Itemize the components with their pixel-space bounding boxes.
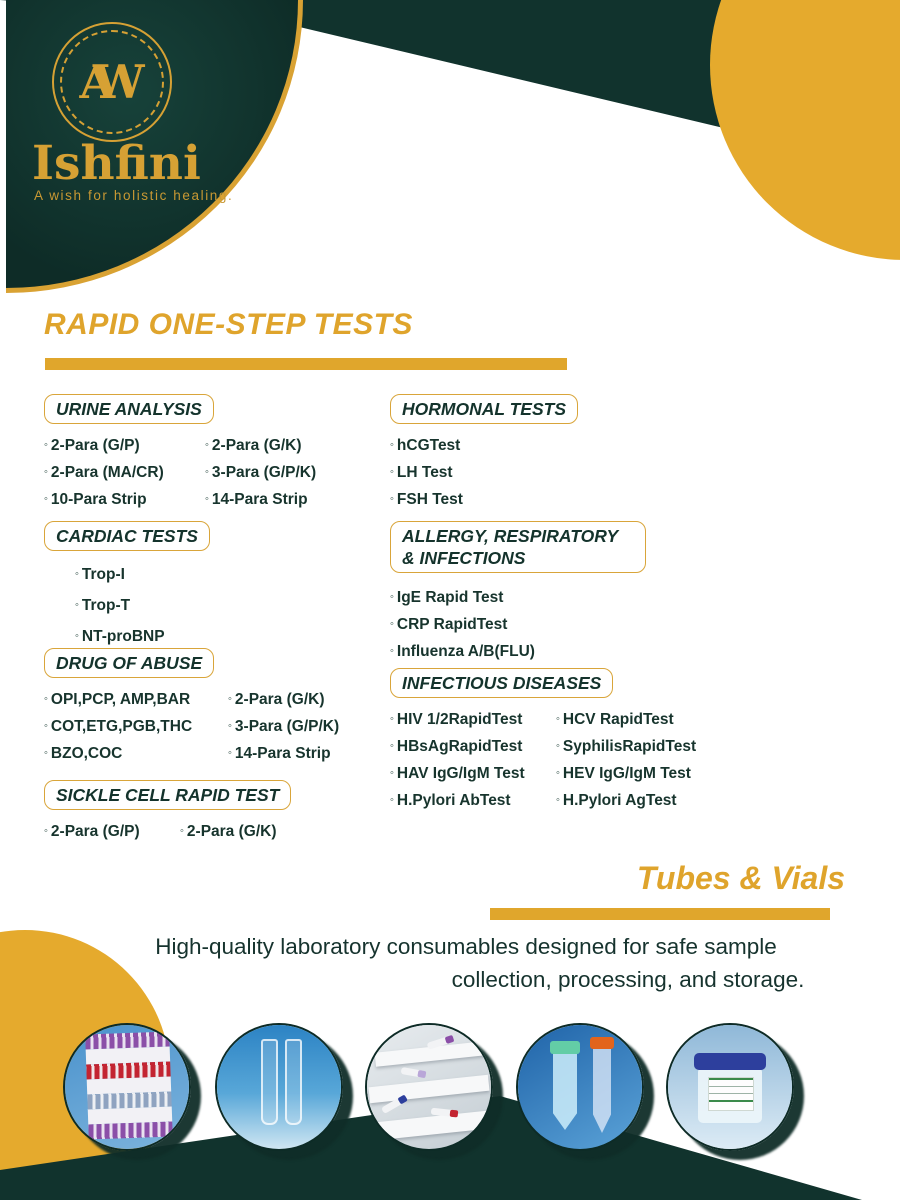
bullet-icon: ◦ [205, 439, 209, 451]
section-items [75, 560, 210, 653]
photo-centrifuge-tubes-image [518, 1025, 642, 1149]
photo-centrifuge-tubes [516, 1023, 644, 1151]
test-item-label: 14-Para Strip [211, 491, 308, 508]
section-header [44, 780, 291, 810]
section-title: INFECTIOUS DISEASES [402, 673, 602, 693]
brand-tagline: A wish for holistic healing. [34, 188, 234, 203]
test-item-label: OPI,PCP, AMP,BAR [50, 691, 191, 708]
page-title: RAPID ONE-STEP TESTS [44, 308, 413, 341]
bullet-icon: ◦ [228, 747, 232, 759]
photo-specimen-container-image [668, 1025, 792, 1149]
bullet-icon: ◦ [228, 693, 232, 705]
test-item-label: BZO,COC [50, 745, 123, 762]
test-item-label: COT,ETG,PGB,THC [50, 718, 193, 735]
test-item [75, 591, 165, 622]
test-item-label: IgE Rapid Test [396, 589, 504, 606]
tube-rack-graphic [85, 1032, 173, 1143]
bullet-icon: ◦ [44, 439, 48, 451]
photo-tubes-on-shelf-image [367, 1025, 491, 1149]
test-item-label: hCGTest [396, 437, 461, 454]
bullet-icon: ◦ [44, 466, 48, 478]
section-items [390, 585, 646, 666]
tubes-vials-title: Tubes & Vials [636, 860, 845, 896]
bullet-icon: ◦ [205, 493, 209, 505]
bullet-icon: ◦ [44, 825, 48, 837]
bullet-icon: ◦ [180, 825, 184, 837]
section-title: CARDIAC TESTS [56, 526, 198, 546]
item-column [180, 819, 277, 846]
brand-name: Ishfini [32, 136, 201, 191]
item-column [390, 585, 535, 666]
test-item [390, 734, 556, 761]
photo-tube-rack [63, 1023, 191, 1151]
section-hormonal-tests [390, 394, 578, 514]
brand-emblem-icon [52, 22, 172, 142]
test-item [205, 487, 316, 514]
test-item-label: HEV IgG/IgM Test [562, 765, 691, 782]
section-drug-of-abuse [44, 648, 339, 768]
test-item-label: CRP RapidTest [396, 616, 508, 633]
test-item [556, 707, 696, 734]
section-infectious-diseases [390, 668, 696, 815]
test-item [44, 687, 228, 714]
photo-tube-rack-image [65, 1025, 189, 1149]
bullet-icon: ◦ [44, 693, 48, 705]
section-header [390, 521, 646, 573]
test-item-label: HBsAgRapidTest [396, 738, 523, 755]
section-urine-analysis [44, 394, 316, 514]
photo-glass-test-tubes [215, 1023, 343, 1151]
section-header [390, 394, 578, 424]
test-item-label: 3-Para (G/P/K) [234, 718, 340, 735]
brand-monogram: AW [79, 55, 125, 109]
test-item-label: HCV RapidTest [562, 711, 674, 728]
tubes-vials-description-line2: collection, processing, and storage. [451, 967, 805, 992]
test-item-label: 10-Para Strip [50, 491, 147, 508]
bullet-icon: ◦ [75, 568, 79, 580]
item-column [205, 433, 316, 514]
test-item-label: 2-Para (G/K) [234, 691, 325, 708]
item-column [228, 687, 339, 768]
section-cardiac-tests [44, 521, 210, 653]
bullet-icon: ◦ [205, 466, 209, 478]
bullet-icon: ◦ [44, 720, 48, 732]
section-items [44, 819, 291, 846]
bullet-icon: ◦ [390, 466, 394, 478]
bullet-icon: ◦ [390, 740, 394, 752]
section-header [44, 394, 214, 424]
bullet-icon: ◦ [75, 599, 79, 611]
test-item [228, 741, 339, 768]
test-item-label: NT-proBNP [81, 628, 165, 645]
test-item-label: Influenza A/B(FLU) [396, 643, 535, 660]
test-item [556, 788, 696, 815]
section-title: URINE ANALYSIS [56, 399, 202, 419]
photo-glass-test-tubes-image [217, 1025, 341, 1149]
item-column [44, 819, 180, 846]
bullet-icon: ◦ [44, 493, 48, 505]
test-item [390, 460, 463, 487]
test-item [228, 687, 339, 714]
section-items [44, 687, 339, 768]
item-column [44, 687, 228, 768]
test-item-label: 2-Para (MA/CR) [50, 464, 164, 481]
test-item [205, 433, 316, 460]
test-item [556, 761, 696, 788]
bullet-icon: ◦ [44, 747, 48, 759]
test-item-label: FSH Test [396, 491, 463, 508]
item-column [556, 707, 696, 815]
bullet-icon: ◦ [556, 740, 560, 752]
test-item [180, 819, 277, 846]
section-items [390, 707, 696, 815]
photo-tubes-on-shelf [365, 1023, 493, 1151]
test-item [44, 433, 205, 460]
bullet-icon: ◦ [390, 493, 394, 505]
test-item [390, 585, 535, 612]
bullet-icon: ◦ [390, 713, 394, 725]
tubes-vials-description-line1: High-quality laboratory consumables designed for safe sample [155, 934, 777, 959]
test-item [390, 612, 535, 639]
item-column [44, 433, 205, 514]
test-item [390, 761, 556, 788]
test-item-label: HIV 1/2RapidTest [396, 711, 523, 728]
test-item-label: LH Test [396, 464, 453, 481]
bullet-icon: ◦ [75, 630, 79, 642]
section-title: ALLERGY, RESPIRATORY & INFECTIONS [402, 526, 618, 568]
item-column [390, 433, 463, 514]
test-item [556, 734, 696, 761]
test-item [390, 707, 556, 734]
test-item-label: Trop-T [81, 597, 131, 614]
section-title: SICKLE CELL RAPID TEST [56, 785, 280, 805]
test-item [44, 714, 228, 741]
bullet-icon: ◦ [390, 794, 394, 806]
test-item-label: Trop-I [81, 566, 125, 583]
test-item-label: HAV IgG/IgM Test [396, 765, 525, 782]
bullet-icon: ◦ [390, 767, 394, 779]
test-item-label: 2-Para (G/P) [50, 823, 140, 840]
test-item [44, 460, 205, 487]
test-item [228, 714, 339, 741]
test-item-label: SyphilisRapidTest [562, 738, 697, 755]
emblem-ring [60, 30, 164, 134]
test-item-label: 2-Para (G/K) [186, 823, 277, 840]
test-item-label: 14-Para Strip [234, 745, 331, 762]
test-item [390, 487, 463, 514]
section-header [44, 521, 210, 551]
test-item-label: 2-Para (G/P) [50, 437, 140, 454]
tubes-vials-underline [490, 908, 830, 920]
test-item [205, 460, 316, 487]
photo-specimen-container [666, 1023, 794, 1151]
section-sickle-cell [44, 780, 291, 846]
section-allergy-respiratory [390, 521, 646, 666]
bullet-icon: ◦ [556, 794, 560, 806]
section-title: HORMONAL TESTS [402, 399, 566, 419]
test-item [75, 560, 165, 591]
title-underline [45, 358, 567, 370]
test-item [390, 433, 463, 460]
bullet-icon: ◦ [390, 591, 394, 603]
test-item-label: H.Pylori AgTest [562, 792, 677, 809]
test-item-label: 3-Para (G/P/K) [211, 464, 317, 481]
item-column [390, 707, 556, 815]
test-item [44, 741, 228, 768]
bullet-icon: ◦ [556, 713, 560, 725]
top-right-gold-circle [710, 0, 900, 260]
bullet-icon: ◦ [390, 618, 394, 630]
section-header [44, 648, 214, 678]
section-items [44, 433, 316, 514]
section-items [390, 433, 578, 514]
test-item [44, 819, 180, 846]
section-header [390, 668, 613, 698]
section-title: DRUG OF ABUSE [56, 653, 203, 673]
test-item-label: H.Pylori AbTest [396, 792, 511, 809]
test-item [44, 487, 205, 514]
test-item [390, 788, 556, 815]
logo-panel [6, 0, 303, 293]
test-item-label: 2-Para (G/K) [211, 437, 302, 454]
bullet-icon: ◦ [390, 645, 394, 657]
bullet-icon: ◦ [390, 439, 394, 451]
test-item [390, 639, 535, 666]
item-column [75, 560, 165, 653]
bullet-icon: ◦ [228, 720, 232, 732]
bullet-icon: ◦ [556, 767, 560, 779]
